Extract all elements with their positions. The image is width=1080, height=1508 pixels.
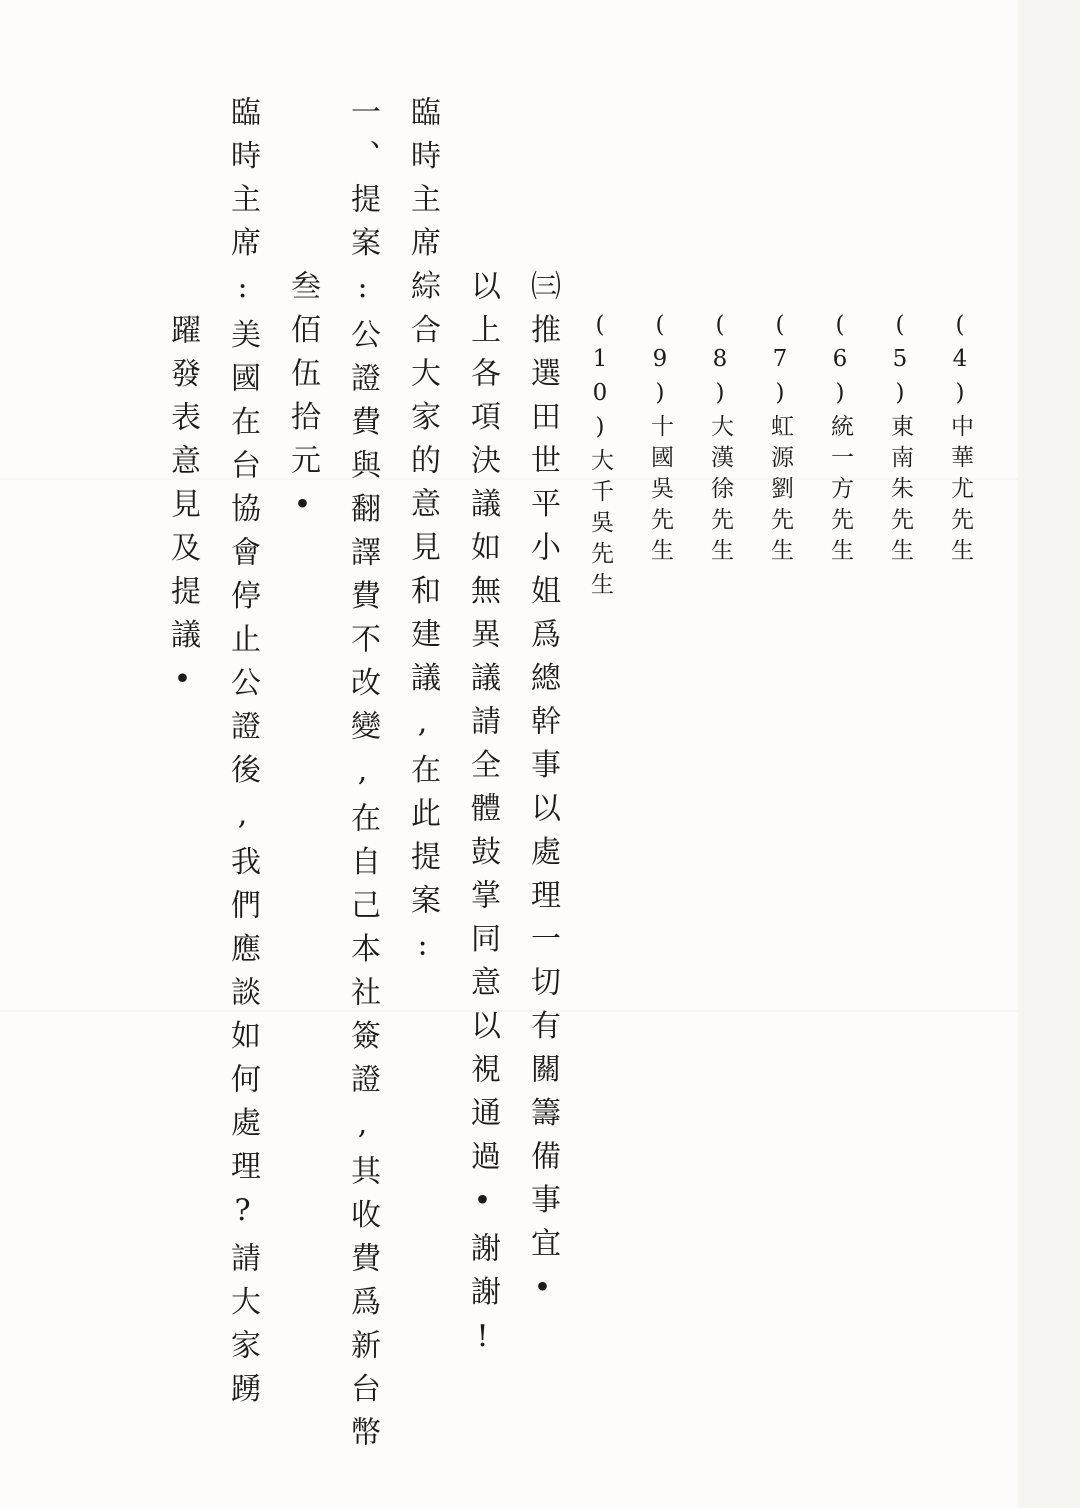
proposal-1-text: 一、提案:公證費與翻譯費不改變,在自己本社簽證,其收費爲新台幣 [345,96,380,1460]
list-item-5: (5)東南朱先生 [887,312,913,569]
list-item-7: (7)虹源劉先生 [767,312,793,569]
nomination-text: ㈢推選田世平小姐爲總幹事以處理一切有關籌備事宜• [525,270,560,1319]
chair-question-text: 臨時主席:美國在台協會停止公證後,我們應談如何處理?請大家踴 [225,96,260,1416]
list-item-8: (8)大漢徐先生 [707,312,733,569]
fold-line [0,478,1018,480]
resolution-text: 以上各項決議如無異議請全體鼓掌同意以視通過•謝謝! [465,270,500,1368]
proposal-1-continued: 叁佰伍拾元• [285,270,320,536]
chair-summary-text: 臨時主席綜合大家的意見和建議,在此提案: [405,96,440,976]
list-item-4: (4)中華尤先生 [947,312,973,569]
fold-line [0,1010,1018,1012]
page-edge [1018,0,1080,1508]
chair-question-continued: 躍發表意見及提議• [165,314,200,711]
list-item-6: (6)統一方先生 [827,312,853,569]
list-item-10: (10)大千吳先生 [587,312,613,603]
list-item-9: (9)十國吳先生 [647,312,673,569]
